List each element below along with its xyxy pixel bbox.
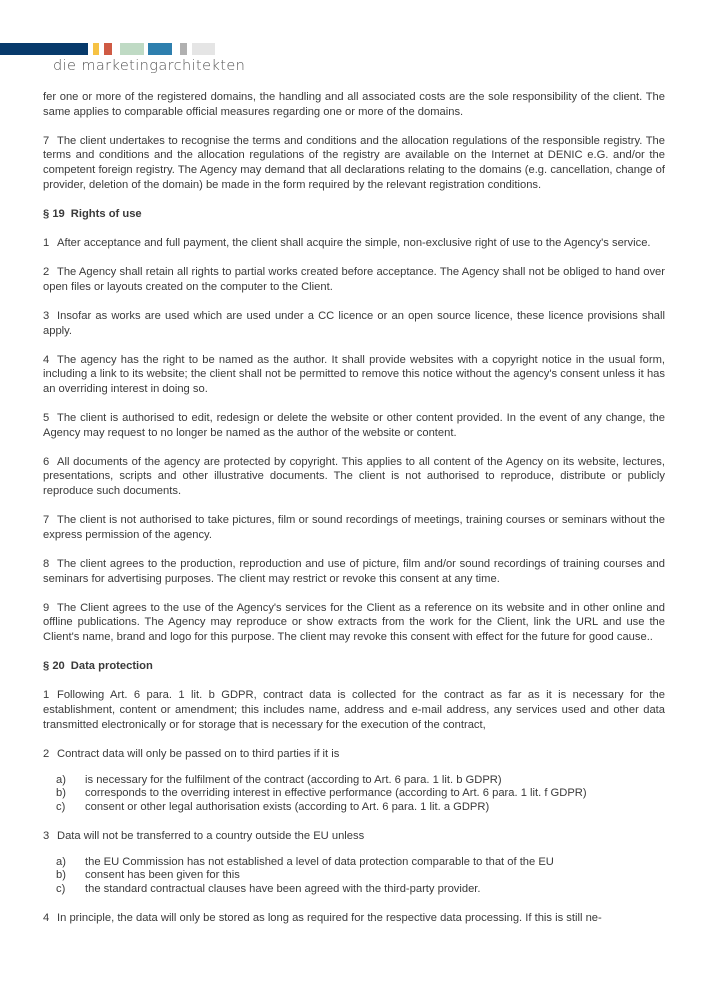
logo-block-green bbox=[120, 43, 144, 55]
logo-block-blue bbox=[148, 43, 172, 55]
list-item: a) the EU Commission has not established a level of data protection comparable to that of the EU bbox=[56, 855, 554, 868]
paragraph: 9 The Client agrees to the use of the Agency's services for the Client as a reference on its website and in other online and offline publications. The Agency may reproduce or show extracts from the work for the Client, link the URL and use the Client's name, brand and logo for this purpose. The client may revoke this consent with effect for the future for good cause.. bbox=[43, 601, 665, 643]
logo-block-lightgray bbox=[192, 43, 215, 55]
logo-block-yellow bbox=[93, 43, 99, 55]
list-item: c) consent or other legal authorisation exists (according to Art. 6 para. 1 lit. a GDPR) bbox=[56, 800, 490, 813]
paragraph: 1 After acceptance and full payment, the client shall acquire the simple, non-exclusive right of use to the Agency's service. bbox=[43, 236, 651, 249]
paragraph: 7 The client is not authorised to take pictures, film or sound recordings of meetings, training courses or seminars without the express permission of the agency. bbox=[43, 514, 665, 541]
paragraph: 8 The client agrees to the production, reproduction and use of picture, film and/or sound recordings of training courses and seminars for advertising purposes. The client may restrict or revoke this consent at any time. bbox=[43, 558, 665, 585]
logo-block-gray bbox=[180, 43, 187, 55]
list-item: a) is necessary for the fulfilment of the contract (according to Art. 6 para. 1 lit. b GDPR) bbox=[56, 773, 502, 786]
section-heading: § 19 Rights of use bbox=[43, 207, 142, 220]
paragraph: 2 The Agency shall retain all rights to partial works created before acceptance. The Agency shall not be obliged to hand over open files or layouts created on the computer to the Client. bbox=[43, 266, 665, 293]
section-heading: § 20 Data protection bbox=[43, 660, 153, 673]
paragraph: fer one or more of the registered domains, the handling and all associated costs are the sole responsibility of the client. The same applies to comparable official measures regarding one or more of the domains. bbox=[43, 91, 665, 118]
list-item: c) the standard contractual clauses have been agreed with the third-party provider. bbox=[56, 882, 481, 895]
list-item: b) corresponds to the overriding interest in effective performance (according to Art. 6 para. 1 lit. f GDPR) bbox=[56, 787, 587, 800]
list-item: b) consent has been given for this bbox=[56, 869, 240, 882]
paragraph: 3 Data will not be transferred to a country outside the EU unless bbox=[43, 829, 365, 842]
paragraph: 5 The client is authorised to edit, redesign or delete the website or other content provided. In the event of any change, the Agency may request to no longer be named as the author of the website or content. bbox=[43, 412, 665, 439]
paragraph: 4 In principle, the data will only be stored as long as required for the respective data processing. If this is still ne- bbox=[43, 911, 602, 924]
paragraph: 7 The client undertakes to recognise the terms and conditions and the allocation regulations of the responsible registry. The terms and conditions and the allocation regulations of the registry are available on the Internet at DENIC e.G. and/or the competent foreign registry. The Agency may demand that all declarations relating to the domains (e.g. cancellation, change of provider, deletion of the domain) be made in the form required by the relevant registration conditions. bbox=[43, 134, 665, 191]
list bbox=[43, 774, 665, 814]
paragraph: 3 Insofar as works are used which are used under a CC licence or an open source licence, these licence provisions shall apply. bbox=[43, 309, 665, 337]
document-body bbox=[43, 90, 665, 940]
paragraph: 1 Following Art. 6 para. 1 lit. b GDPR, contract data is collected for the contract as far as it is necessary for the establishment, content or amendment; this includes name, address and e-mail address, any services used and other data transmitted electronically or for storage that is necessary for the execution of the contract, bbox=[43, 689, 665, 731]
logo-block-red bbox=[104, 43, 112, 55]
paragraph: 4 The agency has the right to be named as the author. It shall provide websites with a copyright notice in the usual form, including a link to its website; the client shall not be permitted to remove this notice without the agency's consent unless it has an overriding interest in doing so. bbox=[43, 353, 665, 395]
list bbox=[43, 856, 665, 896]
paragraph: 2 Contract data will only be passed on to third parties if it is bbox=[43, 747, 340, 760]
logo-block-navy bbox=[0, 43, 88, 55]
logo-text: die marketingarchitekten bbox=[53, 58, 246, 74]
paragraph: 6 All documents of the agency are protected by copyright. This applies to all content of the Agency on its website, lectures, presentations, scripts and other illustrative documents. The client is not authorised to reproduce, distribute or publicly reproduce such documents. bbox=[43, 455, 665, 498]
